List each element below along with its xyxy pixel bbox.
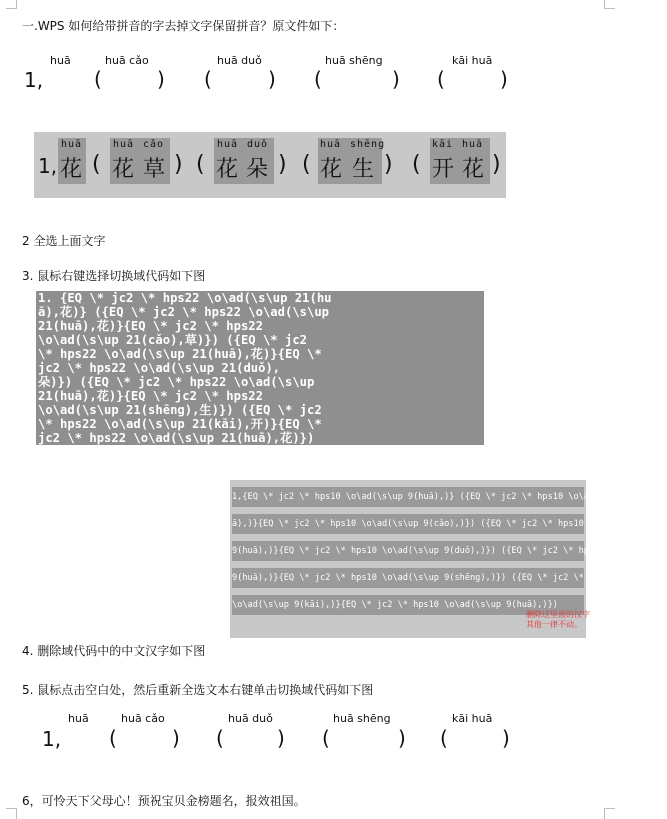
field-code-line: ā),花)} ({EQ \* jc2 \* hps22 \o\ad(\s\up bbox=[36, 305, 484, 319]
open-paren: ( bbox=[92, 152, 101, 177]
close-paren: ) bbox=[277, 726, 285, 750]
pinyin: huā bbox=[217, 139, 239, 150]
close-paren: ) bbox=[500, 67, 508, 91]
field-code-line: jc2 \* hps22 \o\ad(\s\up 21(huā),花)}) bbox=[36, 431, 484, 445]
item-number: 1, bbox=[24, 68, 44, 92]
field-code-line: 1,{EQ \* jc2 \* hps10 \o\ad(\s\up 9(huā),)} ({EQ \* jc2 \* hps10 \o\ad(\s\up 9(hu bbox=[232, 487, 584, 507]
close-paren: ) bbox=[268, 67, 276, 91]
step-5-text: 5. 鼠标点击空白处，然后重新全选文本右键单击切换域代码如下图 bbox=[22, 683, 374, 697]
hanzi: 生 bbox=[352, 157, 375, 182]
hanzi: 草 bbox=[143, 157, 166, 182]
pinyin: kāi huā bbox=[452, 54, 493, 67]
pinyin: huā bbox=[68, 712, 89, 725]
open-paren: ( bbox=[322, 726, 330, 750]
field-code-line: ā),)}{EQ \* jc2 \* hps10 \o\ad(\s\up 9(cǎo),)}) ({EQ \* jc2 \* hps10 \o\ad(\s\up bbox=[232, 514, 584, 534]
hanzi: 花 bbox=[60, 157, 83, 182]
close-paren: ) bbox=[384, 152, 393, 177]
page-corner-mark-bottom-left bbox=[6, 808, 17, 819]
item-number: 1, bbox=[42, 727, 62, 751]
field-code-line: 朵)}) ({EQ \* jc2 \* hps22 \o\ad(\s\up bbox=[36, 375, 484, 389]
pinyin: huā shēng bbox=[333, 712, 391, 725]
step-6-text: 6，可怜天下父母心！预祝宝贝金榜题名，报效祖国。 bbox=[22, 794, 306, 808]
red-note-line: 删除这里面的汉字 bbox=[526, 610, 590, 619]
pinyin: huā bbox=[61, 139, 83, 150]
open-paren: ( bbox=[204, 67, 212, 91]
page-heading: 一.WPS 如何给带拼音的字去掉文字保留拼音？原文件如下： bbox=[22, 19, 345, 33]
open-paren: ( bbox=[412, 152, 421, 177]
pinyin: huā shēng bbox=[325, 54, 383, 67]
pinyin: huā bbox=[113, 139, 135, 150]
open-paren: ( bbox=[302, 152, 311, 177]
close-paren: ) bbox=[492, 152, 501, 177]
hanzi: 花 bbox=[462, 157, 485, 182]
field-code-line: \* hps22 \o\ad(\s\up 21(kāi),开)}{EQ \* bbox=[36, 417, 484, 431]
field-code-line: \* hps22 \o\ad(\s\up 21(huā),花)}{EQ \* bbox=[36, 347, 484, 361]
pinyin: kāi huā bbox=[452, 712, 493, 725]
hanzi: 开 bbox=[432, 157, 455, 182]
page-corner-mark-top-right bbox=[604, 0, 615, 9]
step-4-text: 4. 删除域代码中的中文汉字如下图 bbox=[22, 644, 206, 658]
pinyin: huā bbox=[320, 139, 342, 150]
field-code-line: 9(huā),)}{EQ \* jc2 \* hps10 \o\ad(\s\up 9(duǒ),)}) ({EQ \* jc2 \* hps10 \o\ad(\s\up bbox=[232, 541, 584, 561]
page-corner-mark-bottom-right bbox=[604, 808, 615, 819]
field-code-line: jc2 \* hps22 \o\ad(\s\up 21(duǒ), bbox=[36, 361, 484, 375]
page-corner-mark-top-left bbox=[6, 0, 17, 9]
red-annotation-note bbox=[526, 610, 590, 630]
open-paren: ( bbox=[94, 67, 102, 91]
open-paren: ( bbox=[109, 726, 117, 750]
close-paren: ) bbox=[392, 67, 400, 91]
hanzi: 花 bbox=[216, 157, 239, 182]
hanzi: 朵 bbox=[246, 157, 269, 182]
pinyin: kāi bbox=[432, 139, 454, 150]
open-paren: ( bbox=[437, 67, 445, 91]
step-3-text: 3. 鼠标右键选择切换域代码如下图 bbox=[22, 269, 206, 283]
pinyin: huā cǎo bbox=[105, 54, 149, 67]
item-number: 1, bbox=[38, 154, 58, 178]
pinyin: huā cǎo bbox=[121, 712, 165, 725]
pinyin: cǎo bbox=[143, 139, 165, 150]
field-code-line: 1. {EQ \* jc2 \* hps22 \o\ad(\s\up 21(hu bbox=[36, 291, 484, 305]
pinyin: huā bbox=[462, 139, 484, 150]
hanzi: 花 bbox=[112, 157, 135, 182]
field-code-line: 21(huā),花)}{EQ \* jc2 \* hps22 bbox=[36, 319, 484, 333]
pinyin: huā duǒ bbox=[228, 712, 273, 725]
open-paren: ( bbox=[216, 726, 224, 750]
close-paren: ) bbox=[502, 726, 510, 750]
field-code-line: \o\ad(\s\up 21(shēng),生)}) ({EQ \* jc2 bbox=[36, 403, 484, 417]
open-paren: ( bbox=[314, 67, 322, 91]
field-code-line: 21(huā),花)}{EQ \* jc2 \* hps22 bbox=[36, 389, 484, 403]
close-paren: ) bbox=[174, 152, 183, 177]
pinyin: duǒ bbox=[247, 139, 269, 150]
field-code-line: \o\ad(\s\up 21(cǎo),草)}) ({EQ \* jc2 bbox=[36, 333, 484, 347]
step-2-text: 2 全选上面文字 bbox=[22, 234, 106, 248]
pinyin: shēng bbox=[350, 139, 386, 150]
red-note-line: 其他一律不动。 bbox=[526, 620, 582, 629]
close-paren: ) bbox=[398, 726, 406, 750]
open-paren: ( bbox=[196, 152, 205, 177]
field-code-block-small bbox=[232, 487, 667, 622]
hanzi: 花 bbox=[320, 157, 343, 182]
field-code-line: 9(huā),)}{EQ \* jc2 \* hps10 \o\ad(\s\up 9(shēng),)}) ({EQ \* jc2 \* hps10 bbox=[232, 568, 584, 588]
close-paren: ) bbox=[278, 152, 287, 177]
pinyin: huā bbox=[50, 54, 71, 67]
close-paren: ) bbox=[157, 67, 165, 91]
pinyin: huā duǒ bbox=[217, 54, 262, 67]
open-paren: ( bbox=[440, 726, 448, 750]
field-code-block-large bbox=[36, 291, 484, 445]
close-paren: ) bbox=[172, 726, 180, 750]
field-code-line: \o\ad(\s\up 9(kāi),)}{EQ \* jc2 \* hps10 \o\ad(\s\up 9(huā),)}) bbox=[232, 595, 584, 615]
